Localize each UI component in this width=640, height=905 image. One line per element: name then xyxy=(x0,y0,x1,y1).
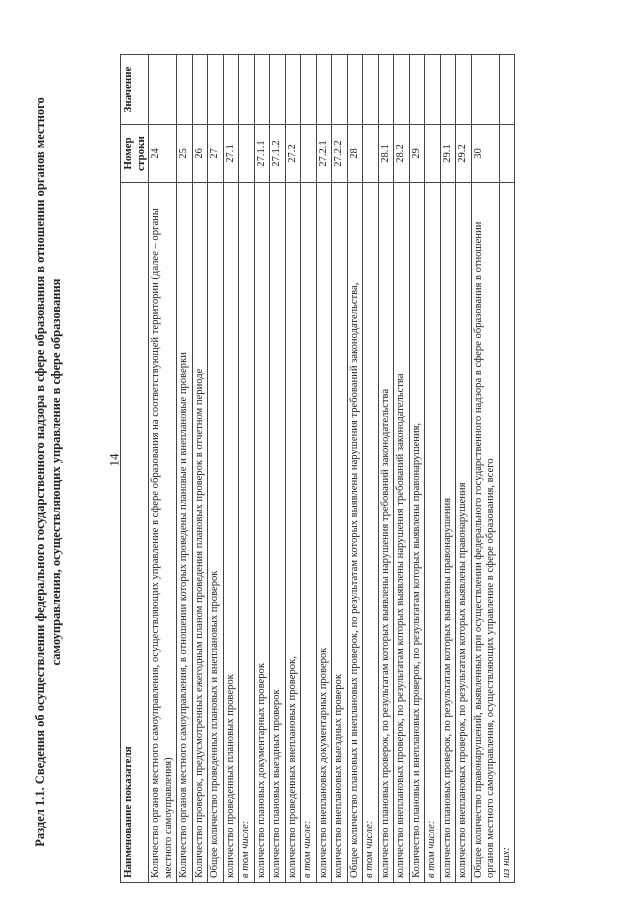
row-number-cell: 28.1 xyxy=(378,125,394,183)
value-cell[interactable] xyxy=(347,55,363,125)
indicator-name-cell: Количество проверок, предусмотренных ежегодным планом проведения плановых проверок в отчетном периоде xyxy=(192,183,208,883)
indicator-name-cell: Общее количество плановых и внеплановых проверок, по результатам которых выявлены нарушения требований законодательства, xyxy=(347,183,363,883)
header-indicator-name: Наименование показателя xyxy=(121,183,149,883)
table-row xyxy=(239,55,255,883)
value-cell[interactable] xyxy=(270,55,286,125)
row-number-cell: 27.1.2 xyxy=(270,125,286,183)
row-number-cell: 27.2.2 xyxy=(332,125,348,183)
row-number-cell: 27.2 xyxy=(285,125,301,183)
indicator-name-cell: Общее количество проведенных плановых и внеплановых проверок xyxy=(208,183,224,883)
indicator-name-cell: в том числе: xyxy=(239,183,255,883)
value-cell[interactable] xyxy=(301,55,317,125)
value-cell[interactable] xyxy=(239,55,255,125)
table-row xyxy=(347,55,363,883)
table-row xyxy=(425,55,441,883)
table-row xyxy=(499,55,515,883)
header-row-number: Номер строки xyxy=(121,125,149,183)
value-cell[interactable] xyxy=(316,55,332,125)
table-row xyxy=(285,55,301,883)
row-number-cell xyxy=(301,125,317,183)
indicator-name-cell: количество плановых проверок, по результатам которых выявлены нарушения требований законодательства xyxy=(378,183,394,883)
row-number-cell: 29 xyxy=(409,125,425,183)
value-cell[interactable] xyxy=(332,55,348,125)
table-row xyxy=(149,55,177,883)
row-number-cell: 27 xyxy=(208,125,224,183)
row-number-cell: 30 xyxy=(471,125,499,183)
row-number-cell: 28 xyxy=(347,125,363,183)
value-cell[interactable] xyxy=(499,55,515,125)
indicator-table xyxy=(120,54,515,883)
value-cell[interactable] xyxy=(440,55,456,125)
value-cell[interactable] xyxy=(409,55,425,125)
value-cell[interactable] xyxy=(223,55,239,125)
table-row xyxy=(177,55,193,883)
row-number-cell: 27.2.1 xyxy=(316,125,332,183)
table-row xyxy=(192,55,208,883)
indicator-name-cell: в том числе: xyxy=(425,183,441,883)
row-number-cell xyxy=(363,125,379,183)
table-row xyxy=(270,55,286,883)
indicator-name-cell: количество внеплановых проверок, по результатам которых выявлены правонарушения xyxy=(456,183,472,883)
table-row xyxy=(471,55,499,883)
table-row xyxy=(456,55,472,883)
table-row xyxy=(301,55,317,883)
indicator-name-cell: количество внеплановых документарных проверок xyxy=(316,183,332,883)
row-number-cell: 26 xyxy=(192,125,208,183)
table-row xyxy=(363,55,379,883)
row-number-cell: 25 xyxy=(177,125,193,183)
indicator-name-cell: количество внеплановых выездных проверок xyxy=(332,183,348,883)
row-number-cell: 29.2 xyxy=(456,125,472,183)
header-value: Значение xyxy=(121,55,149,125)
table-row xyxy=(394,55,410,883)
row-number-cell: 27.1 xyxy=(223,125,239,183)
table-row xyxy=(332,55,348,883)
indicator-name-cell: из них: xyxy=(499,183,515,883)
value-cell[interactable] xyxy=(208,55,224,125)
table-row xyxy=(223,55,239,883)
value-cell[interactable] xyxy=(177,55,193,125)
rotated-page xyxy=(0,39,640,905)
value-cell[interactable] xyxy=(456,55,472,125)
value-cell[interactable] xyxy=(425,55,441,125)
table-row xyxy=(208,55,224,883)
row-number-cell xyxy=(425,125,441,183)
row-number-cell: 27.1.1 xyxy=(254,125,270,183)
table-body xyxy=(149,55,515,883)
row-number-cell: 24 xyxy=(149,125,177,183)
row-number-cell: 28.2 xyxy=(394,125,410,183)
value-cell[interactable] xyxy=(363,55,379,125)
table-header-row xyxy=(121,55,149,883)
row-number-cell xyxy=(499,125,515,183)
indicator-name-cell: количество проведенных плановых проверок xyxy=(223,183,239,883)
value-cell[interactable] xyxy=(378,55,394,125)
indicator-name-cell: в том числе: xyxy=(363,183,379,883)
value-cell[interactable] xyxy=(192,55,208,125)
indicator-name-cell: количество плановых документарных проверок xyxy=(254,183,270,883)
table-row xyxy=(378,55,394,883)
table-row xyxy=(440,55,456,883)
table-row xyxy=(316,55,332,883)
value-cell[interactable] xyxy=(285,55,301,125)
indicator-name-cell: Количество органов местного самоуправления, в отношении которых проведены плановые и внеплановые проверки xyxy=(177,183,193,883)
section-heading: Раздел 1.1. Сведения об осуществлении федерального государственного надзора в сфере образования в отношении органов местного самоуправления, осуществляющих управление в сфере образования xyxy=(33,97,63,847)
indicator-name-cell: в том числе: xyxy=(301,183,317,883)
indicator-name-cell: количество внеплановых проверок, по результатам которых выявлены нарушения требований законодательства xyxy=(394,183,410,883)
indicator-name-cell: Количество органов местного самоуправления, осуществляющих управление в сфере образования на соответствующей территории (далее – органы местного самоуправления) xyxy=(149,183,177,883)
indicator-name-cell: количество проведенных внеплановых проверок, xyxy=(285,183,301,883)
table-row xyxy=(409,55,425,883)
row-number-cell: 29.1 xyxy=(440,125,456,183)
page-number: 14 xyxy=(106,453,122,467)
indicator-name-cell: количество плановых выездных проверок xyxy=(270,183,286,883)
indicator-name-cell: Общее количество правонарушений, выявленных при осуществлении федерального государственного надзора в сфере образования в отношении органов местного самоуправления, осуществляющих управление в сфере образования, всего xyxy=(471,183,499,883)
value-cell[interactable] xyxy=(471,55,499,125)
row-number-cell xyxy=(239,125,255,183)
value-cell[interactable] xyxy=(394,55,410,125)
indicator-name-cell: количество плановых проверок, по результатам которых выявлены правонарушения xyxy=(440,183,456,883)
value-cell[interactable] xyxy=(254,55,270,125)
value-cell[interactable] xyxy=(149,55,177,125)
indicator-name-cell: Количество плановых и внеплановых проверок, по результатам которых выявлены правонарушения, xyxy=(409,183,425,883)
table-row xyxy=(254,55,270,883)
